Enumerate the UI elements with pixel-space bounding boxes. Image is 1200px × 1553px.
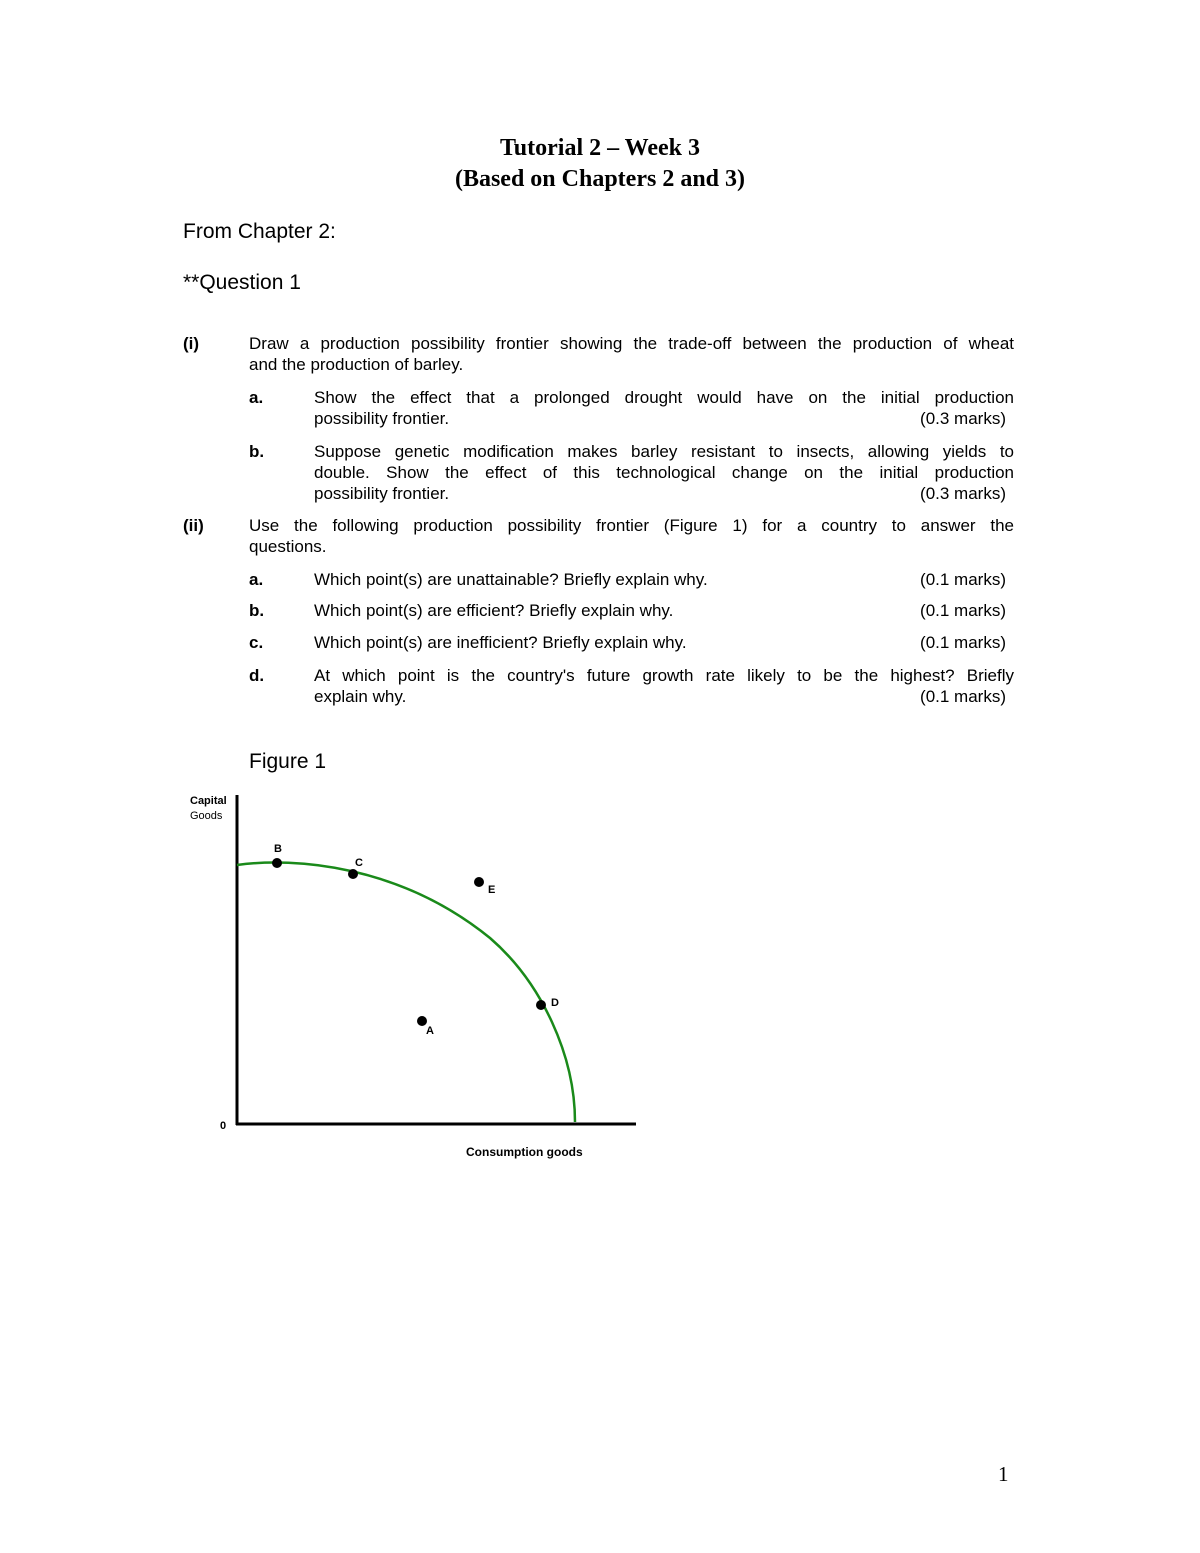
point-e	[474, 877, 484, 887]
part-ii-b-marks: (0.1 marks)	[920, 601, 1006, 620]
part-i-b-line1: Suppose genetic modification makes barley resistant to insects, allowing yields to	[314, 442, 1014, 461]
part-ii-d-marks: (0.1 marks)	[920, 687, 1006, 706]
part-ii-a-marks: (0.1 marks)	[920, 570, 1006, 589]
part-i-text-line2: and the production of barley.	[249, 355, 464, 374]
part-ii-a-row	[314, 569, 1006, 590]
part-ii-b-text: Which point(s) are efficient? Briefly explain why.	[314, 601, 674, 620]
part-ii-b-row	[314, 600, 1006, 621]
point-e-label: E	[488, 884, 496, 896]
part-ii-c-text: Which point(s) are inefficient? Briefly explain why.	[314, 633, 687, 652]
part-ii-d-line1: At which point is the country's future growth rate likely to be the highest? Briefly	[314, 666, 1014, 685]
part-i-b-label: b.	[249, 442, 265, 461]
point-c-label: C	[355, 857, 363, 869]
part-ii-c-label: c.	[249, 633, 264, 652]
part-ii-d-line2: explain why.	[314, 687, 407, 706]
part-i-a-label: a.	[249, 388, 264, 407]
part-ii-label: (ii)	[183, 516, 204, 535]
part-i-b-line2: double. Show the effect of this technological change on the initial production	[314, 463, 1014, 482]
part-i-a-marks: (0.3 marks)	[920, 409, 1006, 428]
point-b-label: B	[274, 843, 282, 855]
y-axis-label-line2: Goods	[190, 810, 223, 822]
part-ii-a-label: a.	[249, 570, 264, 589]
point-a-label: A	[426, 1025, 434, 1037]
point-c	[348, 869, 358, 879]
ppf-curve	[237, 863, 575, 1122]
point-d-label: D	[551, 997, 559, 1009]
part-i-b-marks: (0.3 marks)	[920, 484, 1006, 503]
part-i-a-line2: possibility frontier.	[314, 409, 450, 428]
section-heading: From Chapter 2:	[183, 220, 336, 243]
part-i-b-line3: possibility frontier.	[314, 484, 450, 503]
part-i-label: (i)	[183, 334, 200, 353]
part-ii-c-row	[314, 632, 1006, 653]
part-ii-d-label: d.	[249, 666, 265, 685]
y-axis-label-line1: Capital	[190, 795, 227, 807]
part-i-a-line1: Show the effect that a prolonged drought would have on the initial production	[314, 388, 1014, 407]
page-number: 1	[998, 1462, 1009, 1486]
part-i-b-line3-row	[314, 483, 1006, 504]
origin-label: 0	[220, 1120, 227, 1132]
point-b	[272, 858, 282, 868]
point-d	[536, 1000, 546, 1010]
part-ii-d-line2-row	[314, 686, 1006, 707]
part-i-a-line2-row	[314, 408, 1006, 429]
part-i-text-line1: Draw a production possibility frontier showing the trade-off between the production of wheat	[249, 334, 1014, 353]
x-axis-label: Consumption goods	[466, 1145, 583, 1159]
ppf-figure	[190, 790, 650, 1170]
part-ii-a-text: Which point(s) are unattainable? Briefly explain why.	[314, 570, 708, 589]
document-title: Tutorial 2 – Week 3	[499, 135, 701, 161]
part-ii-text-line1: Use the following production possibility frontier (Figure 1) for a country to answer the	[249, 516, 1014, 535]
part-ii-text-line2: questions.	[249, 537, 327, 556]
part-ii-c-marks: (0.1 marks)	[920, 633, 1006, 652]
question-heading: **Question 1	[183, 271, 301, 294]
figure-caption: Figure 1	[249, 750, 327, 773]
document-subtitle: (Based on Chapters 2 and 3)	[454, 166, 746, 192]
part-ii-b-label: b.	[249, 601, 265, 620]
